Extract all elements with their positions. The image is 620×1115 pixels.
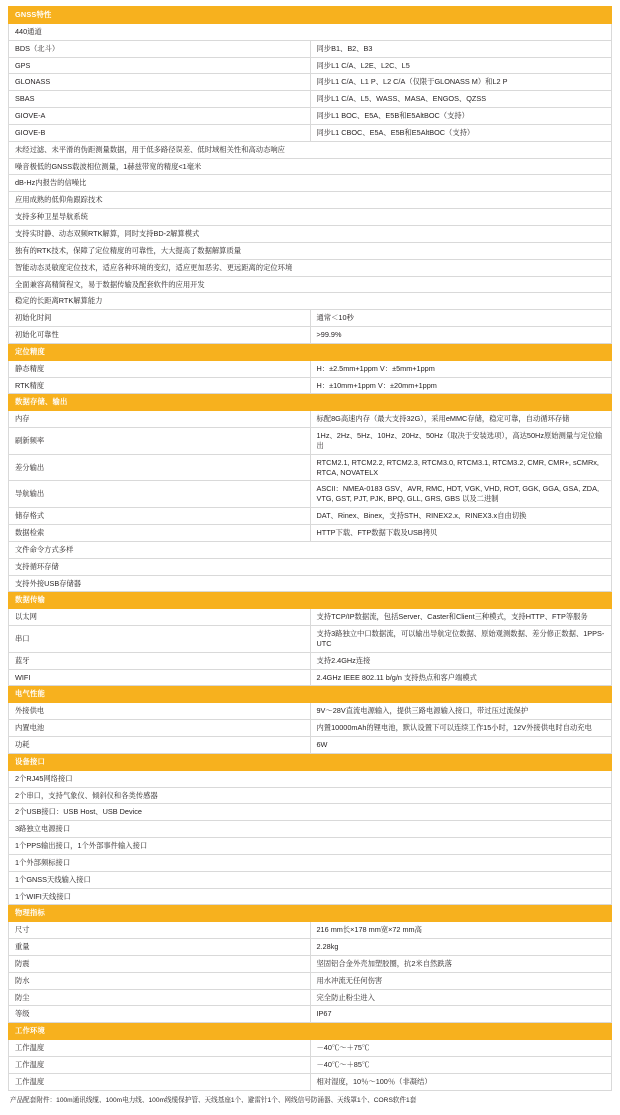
spec-text: 支持多种卫星导航系统 [9,209,612,226]
spec-label: 静态精度 [9,360,311,377]
spec-row [9,454,612,481]
section-header-row [9,343,612,360]
spec-label: 刷新频率 [9,428,311,455]
spec-value: 完全防止粉尘进入 [310,989,612,1006]
section-header-row [9,753,612,770]
specification-table-body [9,7,612,1091]
spec-row [9,939,612,956]
spec-value: H：±10mm+1ppm V：±20mm+1ppm [310,377,612,394]
spec-text: 1个GNSS天线输入接口 [9,871,612,888]
spec-row [9,1040,612,1057]
spec-label: 数据检索 [9,525,311,542]
spec-label: 防尘 [9,989,311,1006]
spec-label: 重量 [9,939,311,956]
spec-text: 支持循环存储 [9,558,612,575]
spec-label: 储存格式 [9,508,311,525]
spec-row [9,770,612,787]
section-title: 数据存储、输出 [9,394,612,411]
spec-label: 防震 [9,955,311,972]
spec-row [9,922,612,939]
spec-label: 导航输出 [9,481,311,508]
spec-label: 蓝牙 [9,652,311,669]
spec-text: 未经过滤、未平滑的伪距测量数据，用于低多路径误差、低时域相关性和高动态响应 [9,141,612,158]
spec-row [9,669,612,686]
spec-value: HTTP下载、FTP数据下载及USB拷贝 [310,525,612,542]
spec-label: GLONASS [9,74,311,91]
spec-row [9,192,612,209]
section-header-row [9,7,612,24]
spec-row [9,293,612,310]
spec-value: RTCM2.1, RTCM2.2, RTCM2.3, RTCM3.0, RTCM3.1, RTCM3.2, CMR, CMR+, sCMRx, RTCA, NOVATELX [310,454,612,481]
spec-text: 智能动态灵敏度定位技术，适应各种环境的变幻，适应更加恶劣、更远距离的定位环境 [9,259,612,276]
spec-text: 1个PPS输出接口，1个外部事件输入接口 [9,838,612,855]
spec-label: WIFI [9,669,311,686]
spec-label: 工作温度 [9,1057,311,1074]
spec-label: 以太网 [9,609,311,626]
spec-row [9,259,612,276]
spec-text: 稳定的长距离RTK解算能力 [9,293,612,310]
spec-row [9,888,612,905]
spec-label: GIOVE-A [9,108,311,125]
spec-row [9,525,612,542]
spec-value: >99.9% [310,327,612,344]
spec-value: 同步L1 CBOC、E5A、E5B和E5AltBOC（支持） [310,124,612,141]
spec-label: 初始化可靠性 [9,327,311,344]
spec-value: DAT、Rinex、Binex，支持STH、RINEX2.x、RINEX3.x自由切换 [310,508,612,525]
spec-row [9,57,612,74]
section-title: 设备接口 [9,753,612,770]
spec-value: 用水冲流无任何伤害 [310,972,612,989]
spec-value: IP67 [310,1006,612,1023]
spec-value: 9V～28V直流电源输入，提供三路电源输入接口，带过压过流保护 [310,703,612,720]
spec-row [9,575,612,592]
spec-value: 同步L1 C/A、L2E、L2C、L5 [310,57,612,74]
section-title: GNSS特性 [9,7,612,24]
spec-row [9,821,612,838]
spec-label: 防水 [9,972,311,989]
spec-row [9,972,612,989]
spec-label: RTK精度 [9,377,311,394]
spec-value: 支持TCP/IP数据流，包括Server、Caster和Client三种模式，支持HTTP、FTP等服务 [310,609,612,626]
spec-label: BDS（北斗） [9,40,311,57]
section-header-row [9,394,612,411]
spec-label: 工作温度 [9,1040,311,1057]
section-title: 定位精度 [9,343,612,360]
spec-label: SBAS [9,91,311,108]
spec-row [9,558,612,575]
spec-row [9,626,612,653]
spec-row [9,703,612,720]
spec-value: H：±2.5mm+1ppm V：±5mm+1ppm [310,360,612,377]
spec-row [9,1057,612,1074]
spec-row [9,411,612,428]
spec-label: 初始化时间 [9,310,311,327]
spec-text: 应用成熟的低仰角跟踪技术 [9,192,612,209]
spec-value: 坚固铝合金外壳加塑胶圈，抗2米自然跌落 [310,955,612,972]
section-header-row [9,592,612,609]
spec-text: 文件命令方式多样 [9,541,612,558]
spec-row [9,955,612,972]
spec-text: 独有的RTK技术，保障了定位精度的可靠性，大大提高了数据解算质量 [9,242,612,259]
spec-row [9,327,612,344]
spec-text: 1个WIFI天线接口 [9,888,612,905]
spec-row [9,652,612,669]
spec-row [9,1073,612,1090]
spec-row [9,225,612,242]
spec-row [9,276,612,293]
spec-row [9,508,612,525]
spec-value: －40℃～＋75℃ [310,1040,612,1057]
spec-label: GIOVE-B [9,124,311,141]
spec-row [9,481,612,508]
section-header-row [9,686,612,703]
spec-value: 通常＜10秒 [310,310,612,327]
spec-row [9,787,612,804]
spec-text: 440通道 [9,23,612,40]
spec-label: 外接供电 [9,703,311,720]
spec-value: 2.28kg [310,939,612,956]
spec-row [9,720,612,737]
spec-row [9,242,612,259]
spec-label: 内存 [9,411,311,428]
spec-label: 差分输出 [9,454,311,481]
spec-text: 3路独立电源接口 [9,821,612,838]
spec-value: －40℃～＋85℃ [310,1057,612,1074]
spec-value: 216 mm长×178 mm宽×72 mm高 [310,922,612,939]
spec-value: 同步L1 BOC、E5A、E5B和E5AltBOC（支持） [310,108,612,125]
spec-label: 工作温度 [9,1073,311,1090]
spec-row [9,377,612,394]
spec-row [9,40,612,57]
spec-row [9,108,612,125]
spec-row [9,310,612,327]
section-title: 数据传输 [9,592,612,609]
section-title: 电气性能 [9,686,612,703]
spec-value: 同步L1 C/A、L1 P、L2 C/A（仅限于GLONASS M）和L2 P [310,74,612,91]
spec-value: 1Hz、2Hz、5Hz、10Hz、20Hz、50Hz（取决于安装选项），高达50Hz原始测量与定位输出 [310,428,612,455]
spec-row [9,609,612,626]
spec-label: 串口 [9,626,311,653]
spec-row [9,74,612,91]
spec-value: 内置10000mAh的锂电池，默认设置下可以连续工作15小时，12V外接供电时自动充电 [310,720,612,737]
spec-row [9,838,612,855]
section-title: 物理指标 [9,905,612,922]
section-header-row [9,1023,612,1040]
spec-text: 噪音极低的GNSS载波相位测量，1赫兹带宽的精度<1毫米 [9,158,612,175]
specification-table [8,6,612,1091]
section-header-row [9,905,612,922]
spec-text: 1个外部频标接口 [9,854,612,871]
spec-row [9,871,612,888]
spec-text: 全面兼容高精简程文，易于数据传输及配套软件的应用开发 [9,276,612,293]
spec-row [9,141,612,158]
spec-row [9,23,612,40]
spec-row [9,175,612,192]
spec-value: 2.4GHz IEEE 802.11 b/g/n 支持热点和客户端模式 [310,669,612,686]
spec-text: 2个USB接口：USB Host、USB Device [9,804,612,821]
spec-value: 同步L1 C/A、L5、WASS、MASA、ENGOS、QZSS [310,91,612,108]
spec-text: 支持实时静、动态双频RTK解算，同时支持BD-2解算模式 [9,225,612,242]
spec-text: 支持外接USB存储器 [9,575,612,592]
spec-row [9,854,612,871]
spec-row [9,1006,612,1023]
spec-text: 2个串口，支持气象仪、倾斜仪和各类传感器 [9,787,612,804]
spec-label: 等级 [9,1006,311,1023]
spec-row [9,428,612,455]
spec-value: 同步B1、B2、B3 [310,40,612,57]
spec-row [9,91,612,108]
spec-row [9,804,612,821]
spec-text: 2个RJ45网络接口 [9,770,612,787]
spec-value: 支持2.4GHz连接 [310,652,612,669]
spec-row [9,736,612,753]
section-title: 工作环境 [9,1023,612,1040]
spec-row [9,158,612,175]
spec-row [9,541,612,558]
spec-row [9,209,612,226]
spec-row [9,124,612,141]
spec-value: 支持3路独立中口数据流，可以输出导航定位数据、原始观测数据、差分修正数据、1PPS-UTC [310,626,612,653]
spec-row [9,989,612,1006]
footer-note: 产品配套附件：100m通讯线缆、100m电力线、100m线缆保护管、天线基座1个、避雷针1个、网线信号防涌器、天线罩1个、CORS软件1套 [10,1096,417,1104]
spec-label: 尺寸 [9,922,311,939]
spec-label: 内置电池 [9,720,311,737]
spec-text: dB-Hz内报告的信噪比 [9,175,612,192]
spec-label: GPS [9,57,311,74]
spec-value: 标配8G高速内存（最大支持32G），采用eMMC存储，稳定可靠，自动循环存储 [310,411,612,428]
spec-value: 6W [310,736,612,753]
spec-row [9,360,612,377]
spec-value: 相对湿度，10％～100％（非凝结） [310,1073,612,1090]
spec-label: 功耗 [9,736,311,753]
spec-value: ASCII：NMEA-0183 GSV、AVR, RMC, HDT, VGK, VHD, ROT, GGK, GGA, GSA, ZDA, VTG, GST, PJT, PJK, BPQ, GLL, GRS, GBS 以及二进制 [310,481,612,508]
